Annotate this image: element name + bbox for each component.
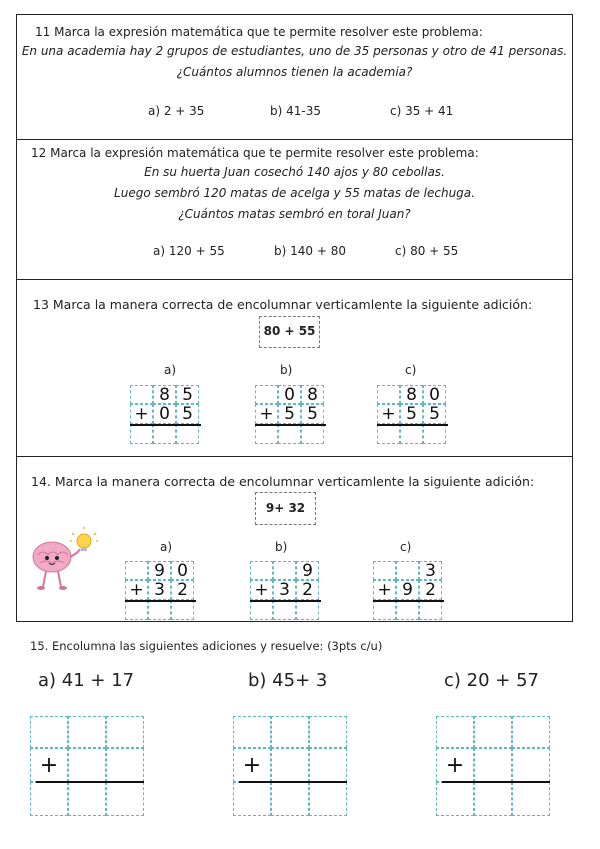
cell[interactable] — [106, 748, 144, 782]
cell: + — [373, 580, 396, 600]
question-14-label-a: a) — [160, 540, 173, 554]
question-12-box — [16, 139, 573, 280]
cell: 5 — [423, 404, 446, 424]
cell: 2 — [419, 580, 442, 600]
cell: 9 — [296, 561, 319, 580]
cell — [148, 600, 171, 620]
plus-cell: + — [233, 748, 271, 782]
cell — [419, 600, 442, 620]
cell[interactable] — [106, 782, 144, 816]
cell[interactable] — [309, 748, 347, 782]
sum-line — [373, 600, 444, 602]
question-15-problem-a: a) 41 + 17 — [38, 670, 135, 691]
cell — [396, 600, 419, 620]
cell — [130, 385, 153, 404]
cell: 3 — [273, 580, 296, 600]
cell — [301, 424, 324, 444]
question-12-option-a[interactable]: a) 120 + 55 — [153, 244, 225, 258]
question-13-label-a: a) — [164, 363, 177, 377]
question-11-title: 11 Marca la expresión matemática que te permite resolver este problema: — [35, 25, 483, 39]
cell — [273, 561, 296, 580]
cell — [125, 600, 148, 620]
cell: + — [255, 404, 278, 424]
question-12-option-c[interactable]: c) 80 + 55 — [395, 244, 459, 258]
cell: + — [130, 404, 153, 424]
cell: 2 — [296, 580, 319, 600]
cell — [273, 600, 296, 620]
cell[interactable] — [436, 782, 474, 816]
cell[interactable] — [233, 782, 271, 816]
cell: 8 — [301, 385, 324, 404]
cell[interactable] — [512, 782, 550, 816]
cell — [423, 424, 446, 444]
question-12-title: 12 Marca la expresión matemática que te permite resolver este problema: — [31, 146, 479, 160]
question-13-label-c: c) — [405, 363, 417, 377]
cell[interactable] — [512, 716, 550, 748]
cell — [255, 385, 278, 404]
cell: 8 — [400, 385, 423, 404]
question-11-option-a[interactable]: a) 2 + 35 — [148, 104, 205, 118]
cell: 5 — [301, 404, 324, 424]
cell — [130, 424, 153, 444]
question-11-line2: ¿Cuántos alumnos tienen la academia? — [176, 65, 413, 79]
cell — [176, 424, 199, 444]
cell[interactable] — [68, 748, 106, 782]
cell: 0 — [278, 385, 301, 404]
cell[interactable] — [271, 716, 309, 748]
cell — [400, 424, 423, 444]
cell: 9 — [148, 561, 171, 580]
cell — [296, 600, 319, 620]
question-12-line2: Luego sembró 120 matas de acelga y 55 matas de lechuga. — [114, 186, 475, 200]
plus-cell: + — [30, 748, 68, 782]
cell: 3 — [148, 580, 171, 600]
cell: + — [377, 404, 400, 424]
question-11-option-b[interactable]: b) 41-35 — [270, 104, 321, 118]
cell: + — [125, 580, 148, 600]
sum-line — [255, 424, 326, 426]
sum-line — [36, 781, 144, 783]
question-15-problem-c: c) 20 + 57 — [444, 670, 539, 691]
question-14-label-c: c) — [400, 540, 412, 554]
cell[interactable] — [474, 782, 512, 816]
cell — [171, 600, 194, 620]
cell — [377, 424, 400, 444]
cell — [373, 561, 396, 580]
cell[interactable] — [271, 748, 309, 782]
cell — [125, 561, 148, 580]
cell — [255, 424, 278, 444]
cell[interactable] — [474, 748, 512, 782]
cell: 2 — [171, 580, 194, 600]
cell — [250, 561, 273, 580]
plus-cell: + — [436, 748, 474, 782]
cell[interactable] — [233, 716, 271, 748]
cell[interactable] — [309, 782, 347, 816]
cell[interactable] — [30, 782, 68, 816]
cell: 0 — [423, 385, 446, 404]
cell: 0 — [171, 561, 194, 580]
sum-line — [130, 424, 201, 426]
question-12-line3: ¿Cuántos matas sembró en toral Juan? — [178, 207, 411, 221]
cell: 0 — [153, 404, 176, 424]
cell[interactable] — [309, 716, 347, 748]
cell[interactable] — [271, 782, 309, 816]
cell[interactable] — [512, 748, 550, 782]
cell: + — [250, 580, 273, 600]
question-14-title: 14. Marca la manera correcta de encolumnar verticamlente la siguiente adición: — [31, 474, 535, 489]
question-13-title: 13 Marca la manera correcta de encolumnar verticamlente la siguiente adición: — [33, 297, 533, 312]
cell[interactable] — [30, 716, 68, 748]
cell: 3 — [419, 561, 442, 580]
cell[interactable] — [106, 716, 144, 748]
cell[interactable] — [474, 716, 512, 748]
cell[interactable] — [436, 716, 474, 748]
cell — [153, 424, 176, 444]
question-12-line1: En su huerta Juan cosechó 140 ajos y 80 cebollas. — [144, 165, 445, 179]
brain-mascot-icon — [28, 527, 100, 593]
cell[interactable] — [68, 716, 106, 748]
question-15-problem-b: b) 45+ 3 — [248, 670, 328, 691]
question-12-option-b[interactable]: b) 140 + 80 — [274, 244, 346, 258]
sum-line — [442, 781, 550, 783]
question-13-expression: 80 + 55 — [259, 316, 320, 348]
cell — [373, 600, 396, 620]
question-11-option-c[interactable]: c) 35 + 41 — [390, 104, 454, 118]
cell: 8 — [153, 385, 176, 404]
cell[interactable] — [68, 782, 106, 816]
question-14-label-b: b) — [275, 540, 288, 554]
question-14-expression: 9+ 32 — [255, 492, 316, 525]
cell: 5 — [176, 385, 199, 404]
cell: 5 — [278, 404, 301, 424]
cell — [396, 561, 419, 580]
sum-line — [250, 600, 321, 602]
question-15-title: 15. Encolumna las siguientes adiciones y resuelve: (3pts c/u) — [30, 639, 383, 653]
cell — [278, 424, 301, 444]
cell: 9 — [396, 580, 419, 600]
cell — [377, 385, 400, 404]
question-11-box — [16, 14, 573, 140]
cell: 5 — [176, 404, 199, 424]
sum-line — [377, 424, 448, 426]
sum-line — [239, 781, 347, 783]
question-13-label-b: b) — [280, 363, 293, 377]
cell — [250, 600, 273, 620]
sum-line — [125, 600, 196, 602]
cell: 5 — [400, 404, 423, 424]
question-11-line1: En una academia hay 2 grupos de estudiantes, uno de 35 personas y otro de 41 personas. — [21, 44, 568, 58]
